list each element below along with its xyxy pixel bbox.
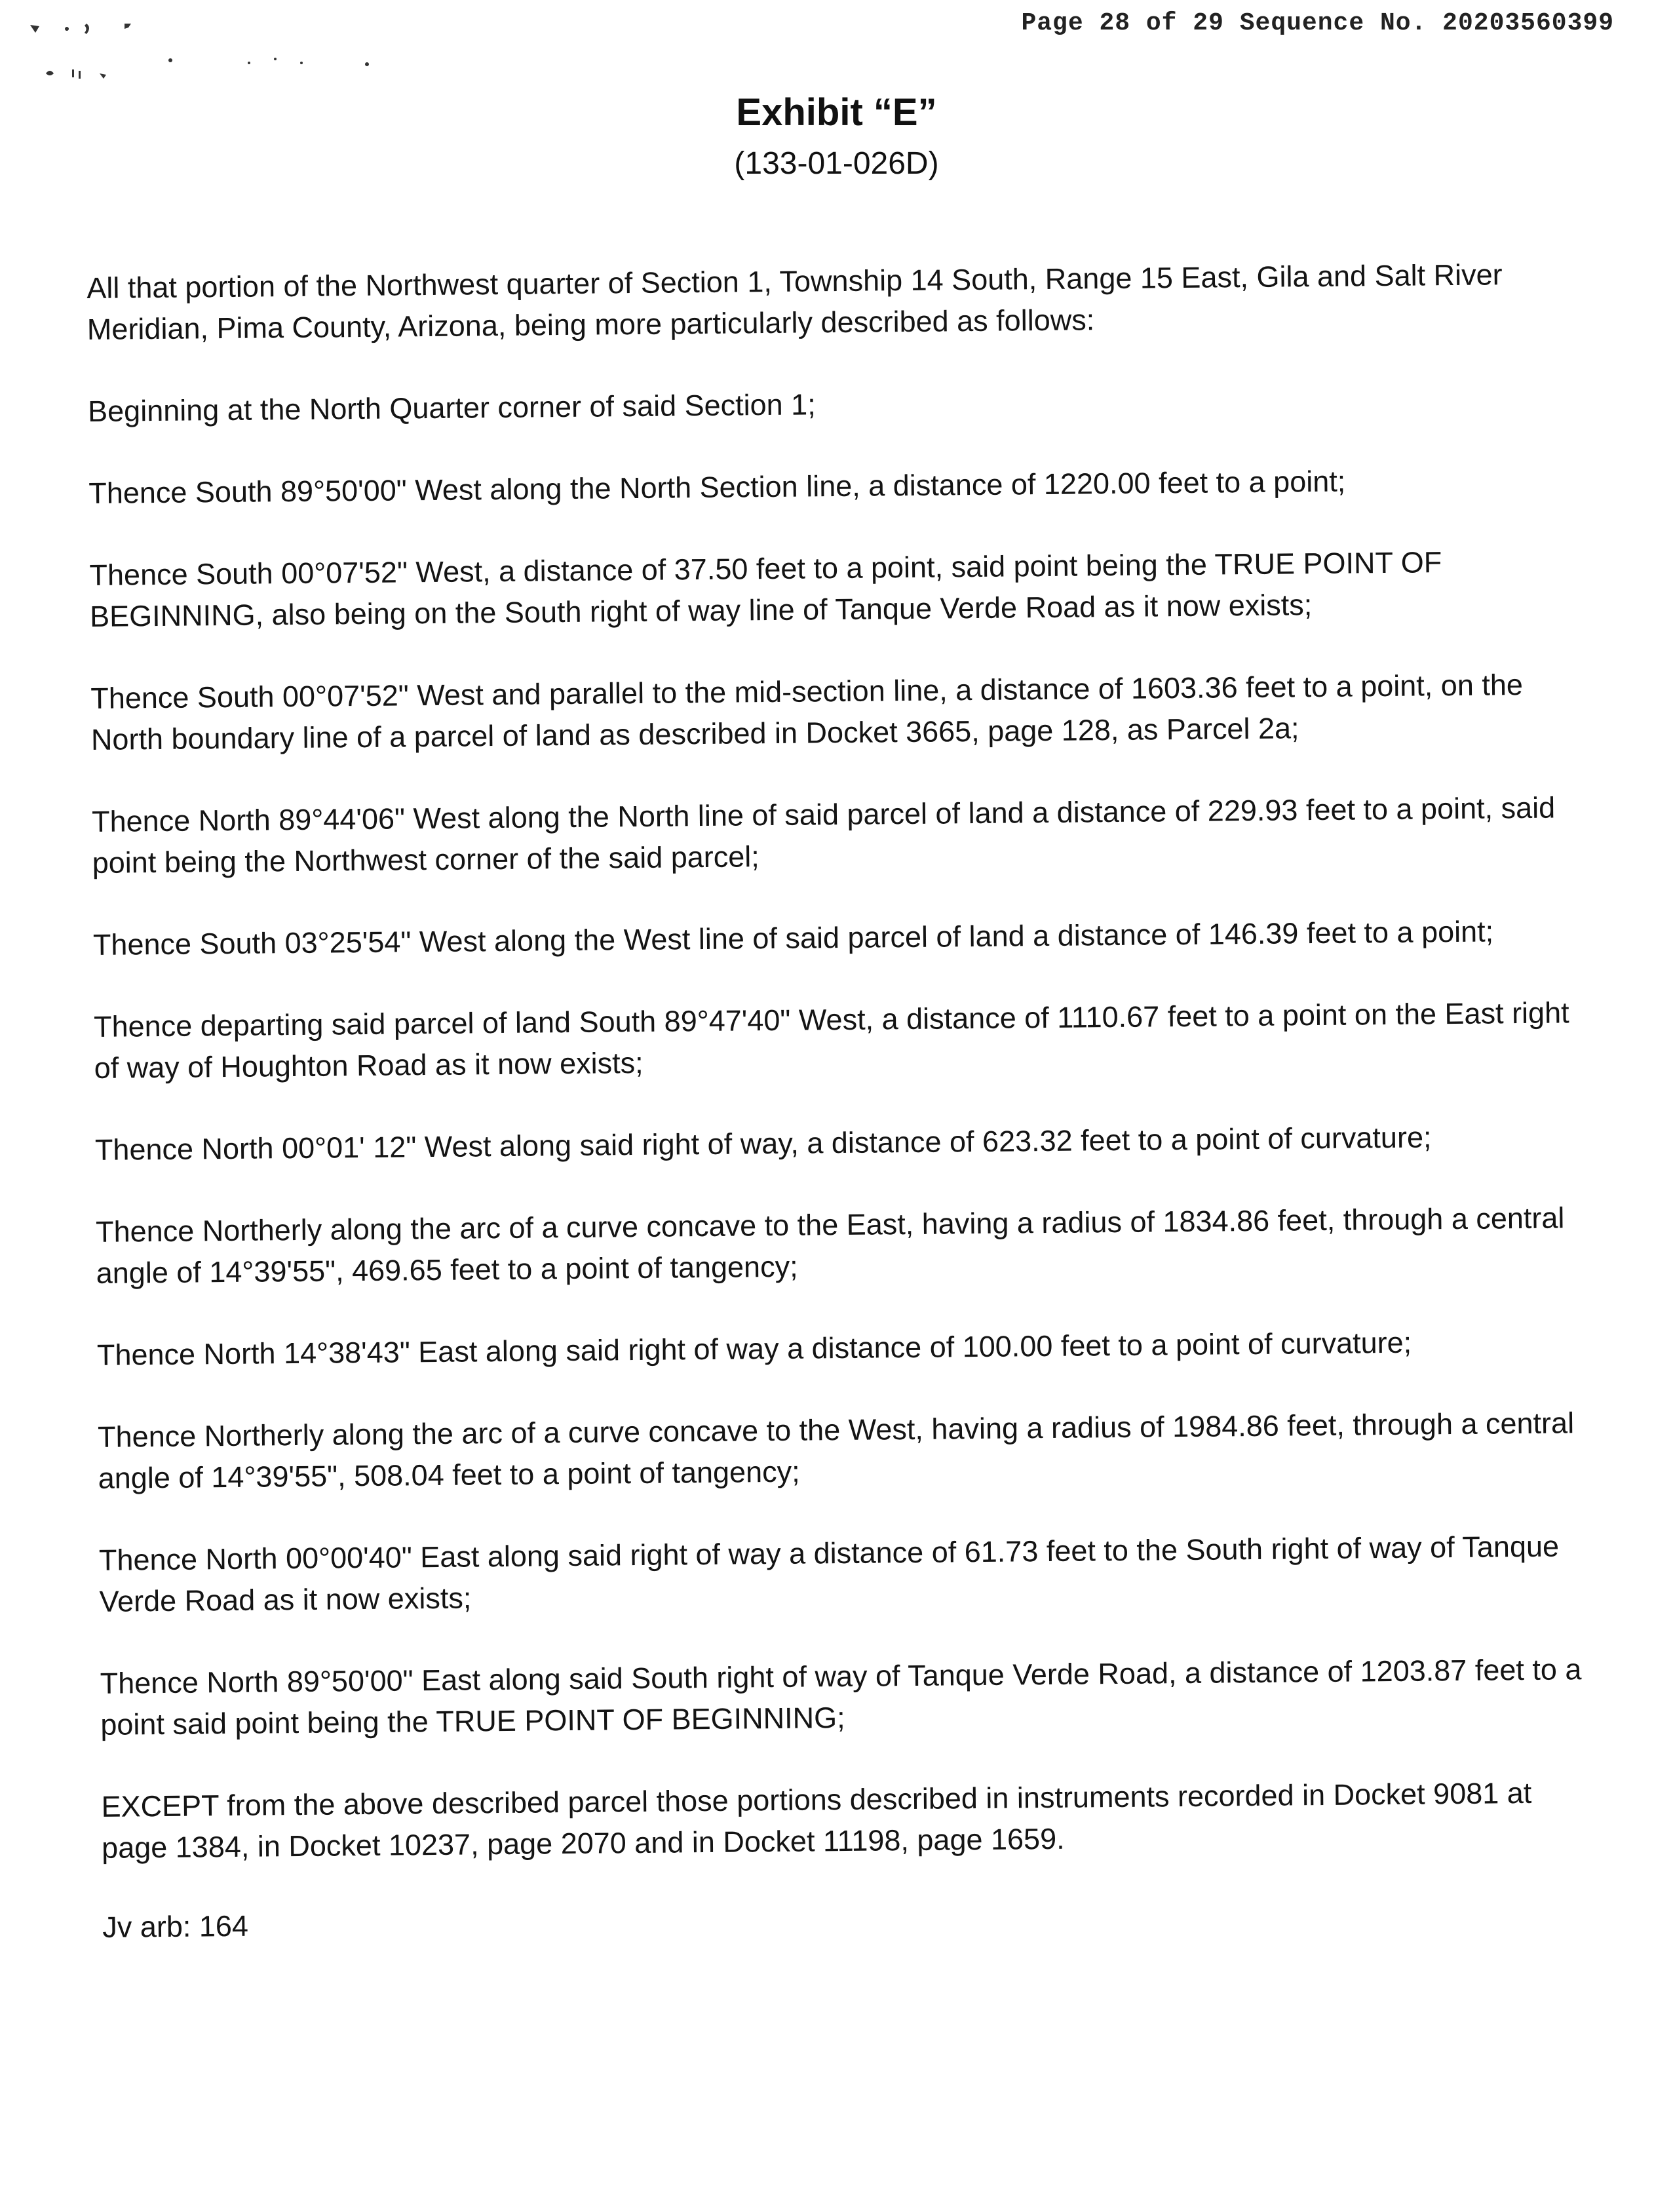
paragraph-intro: All that portion of the Northwest quarter of Section 1, Township 14 South, Range 15 East, Gila and Salt River Meridian, Pima County, Arizona, being more particularly described as follows: bbox=[87, 258, 1503, 346]
paragraph-exception: EXCEPT from the above described parcel those portions described in instruments recorded in Docket 9081 at page 1384, in Docket 10237, page 2070 and in Docket 11198, page 1659. bbox=[101, 1775, 1532, 1865]
paragraph-course: Thence Northerly along the arc of a curve concave to the West, having a radius of 1984.86 feet, through a central angle of 14°39'55", 508.04 feet to a point of tangency; bbox=[97, 1406, 1575, 1495]
paragraph-course: Thence North 89°50'00" East along said South right of way of Tanque Verde Road, a distance of 1203.87 feet to a point said point being the TRUE POINT OF BEGINNING; bbox=[100, 1652, 1582, 1741]
paragraph-course: Thence North 14°38'43" East along said right of way a distance of 100.00 feet to a point of curvature; bbox=[96, 1325, 1412, 1372]
paragraph-course: Thence North 00°01' 12" West along said right of way, a distance of 623.32 feet to a point of curvature; bbox=[94, 1120, 1432, 1167]
paragraph-course: Thence Northerly along the arc of a curve concave to the East, having a radius of 1834.86 feet, through a central angle of 14°39'55", 469.65 feet to a point of tangency; bbox=[95, 1201, 1565, 1290]
recording-stamp: Page 28 of 29 Sequence No. 20203560399 bbox=[1021, 9, 1614, 37]
paragraph-course: Thence North 89°44'06" West along the North line of said parcel of land a distance of 229.93 feet to a point, said point being the Northwest corner of the said parcel; bbox=[91, 790, 1556, 880]
paragraph-reference: Jv arb: 164 bbox=[102, 1909, 249, 1944]
paragraph-course: Thence South 00°07'52" West, a distance of 37.50 feet to a point, said point being the TRUE POINT OF BEGINNING, also being on the South right of way line of Tanque Verde Road as it now exists; bbox=[89, 545, 1442, 633]
parcel-number: (133-01-026D) bbox=[734, 146, 939, 181]
paragraph-course: Thence South 00°07'52" West and parallel to the mid-section line, a distance of 1603.36 feet to a point, on the North boundary line of a parcel of land as described in Docket 3665, page 128, as Parcel 2a; bbox=[90, 667, 1524, 756]
paragraph-course: Thence South 03°25'54" West along the West line of said parcel of land a distance of 146.39 feet to a point; bbox=[92, 914, 1494, 961]
paragraph-course: Thence South 89°50'00" West along the North Section line, a distance of 1220.00 feet to a point; bbox=[88, 464, 1346, 510]
exhibit-title: Exhibit “E” bbox=[736, 91, 937, 134]
scan-artifacts bbox=[26, 20, 393, 98]
paragraph-beginning: Beginning at the North Quarter corner of said Section 1; bbox=[87, 387, 816, 428]
legal-description bbox=[87, 253, 1597, 1989]
paragraph-course: Thence departing said parcel of land South 89°47'40" West, a distance of 1110.67 feet to a point on the East right of way of Houghton Road as it now exists; bbox=[93, 996, 1569, 1085]
paragraph-course: Thence North 00°00'40" East along said right of way a distance of 61.73 feet to the South right of way of Tanque Verde Road as it now exists; bbox=[98, 1529, 1560, 1618]
